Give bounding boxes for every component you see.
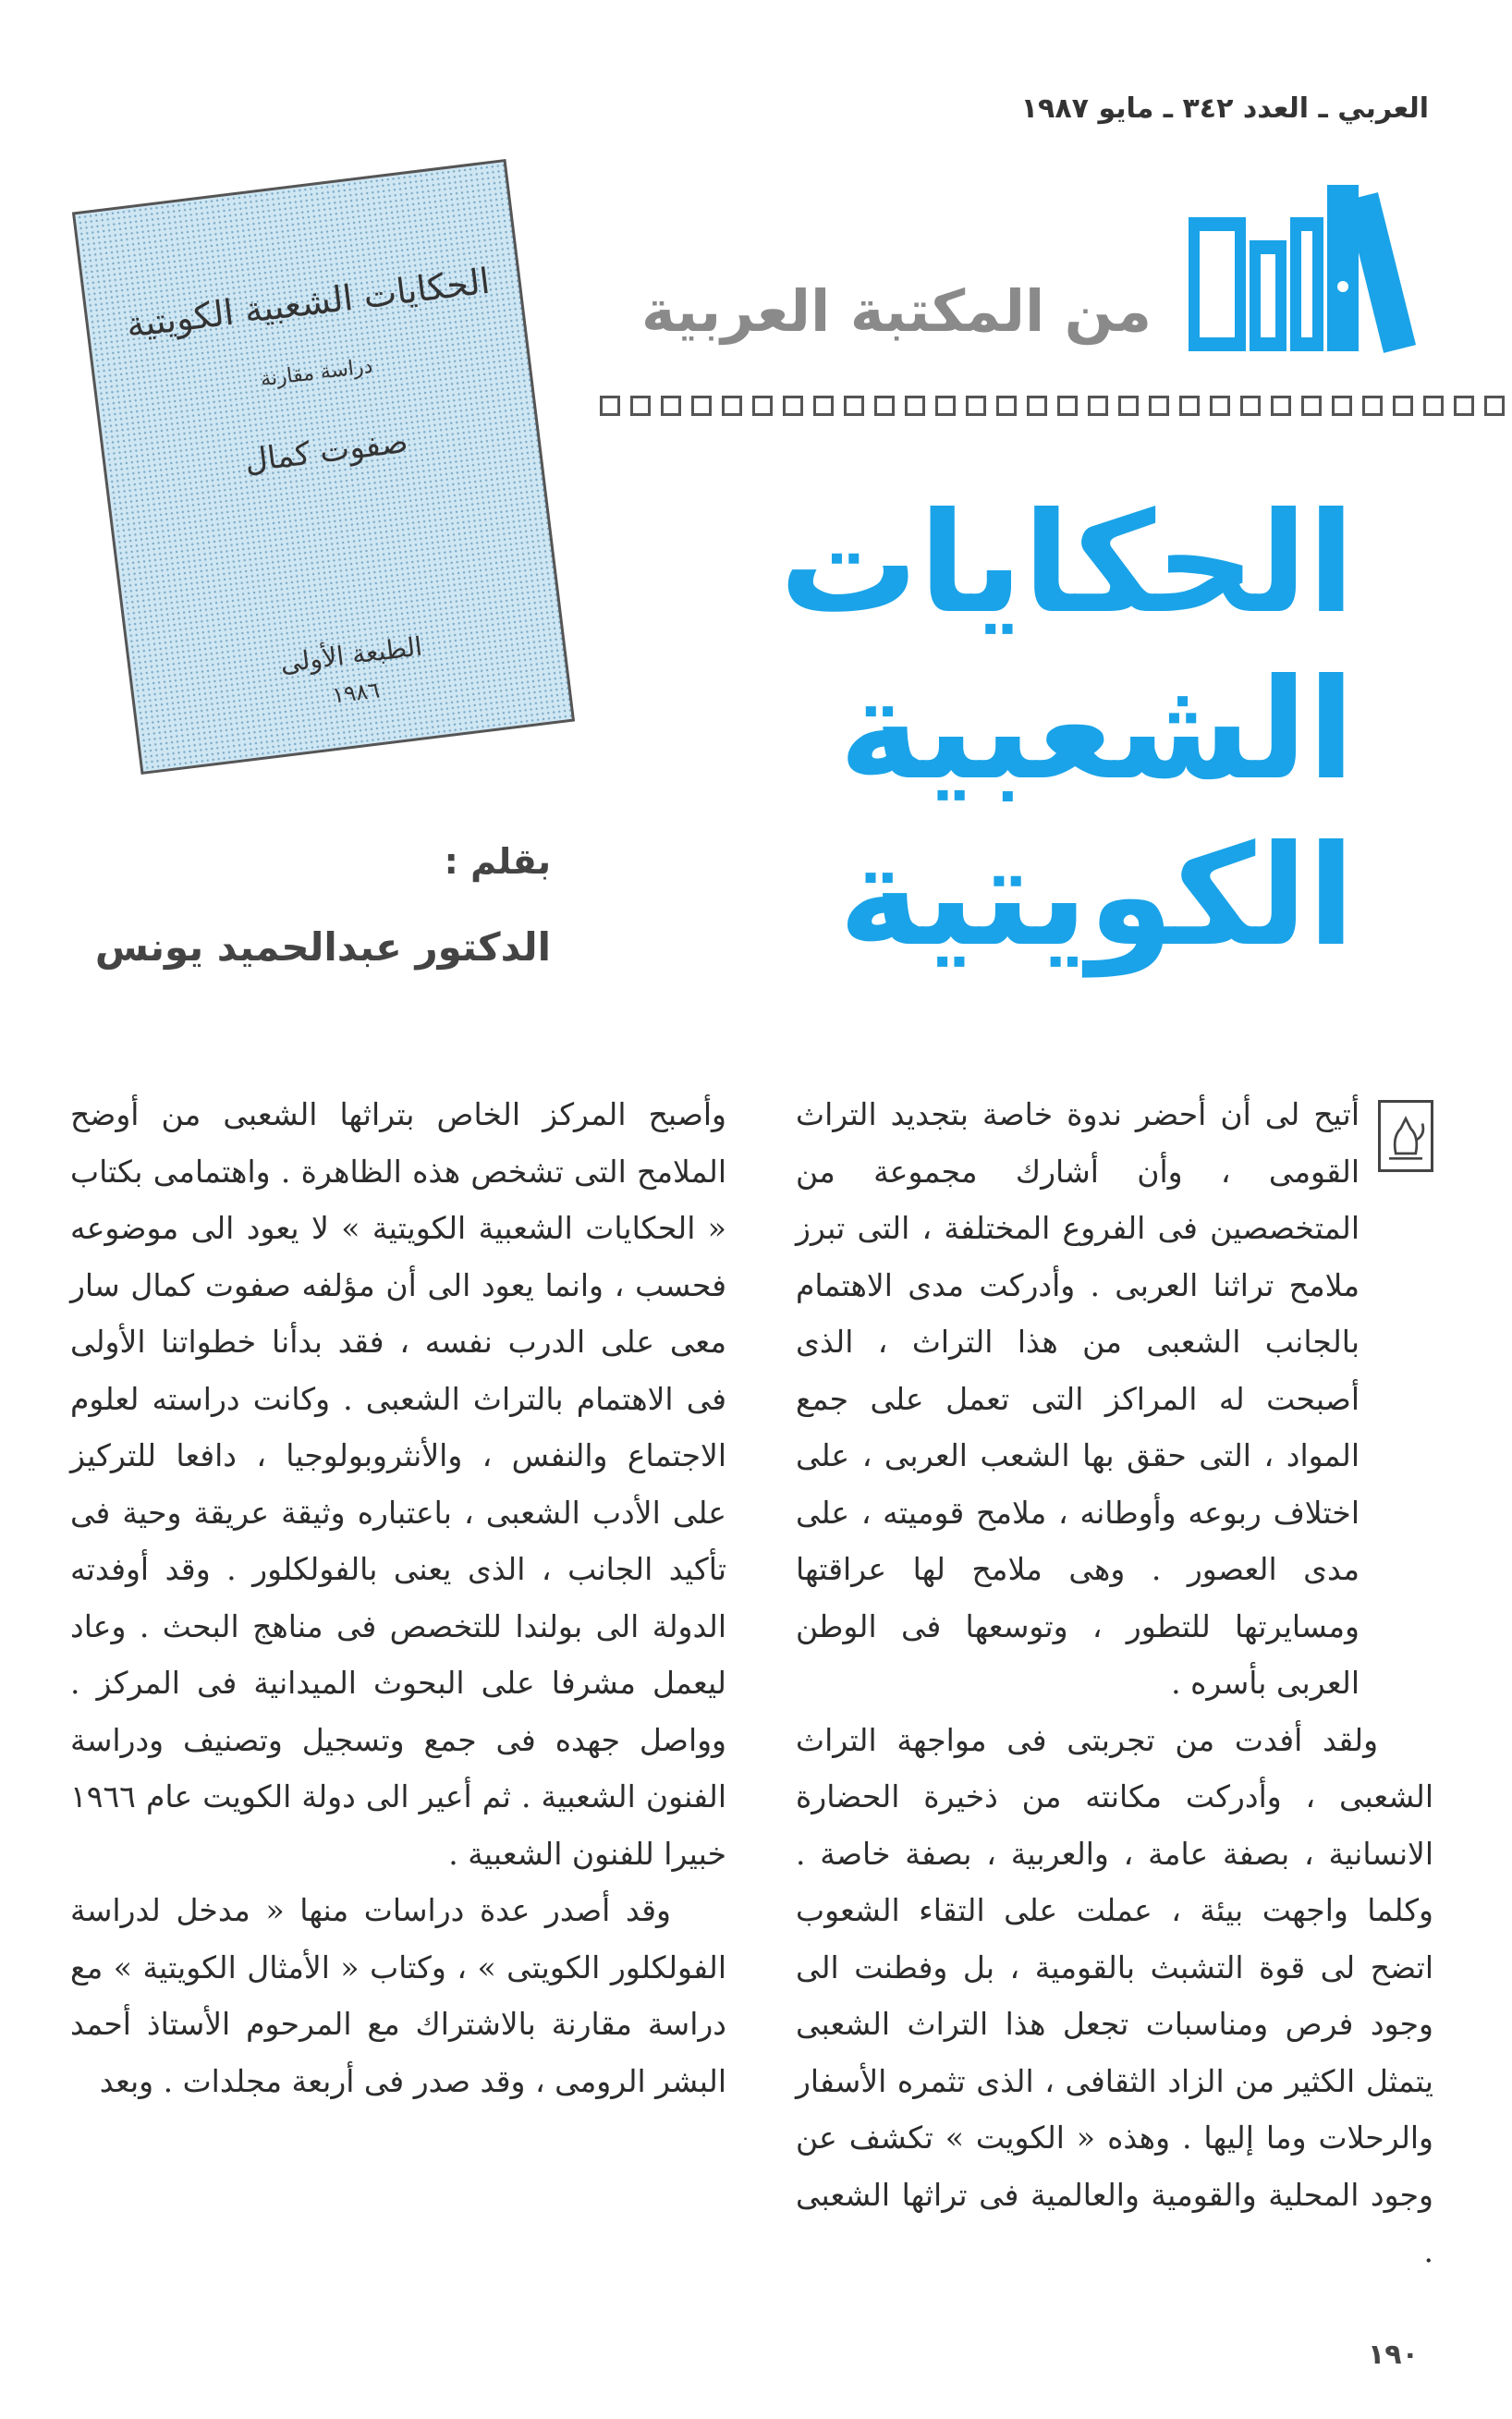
page-number: ١٩٠	[1368, 2339, 1419, 2371]
paragraph: وأصبح المركز الخاص بتراثها الشعبى من أوضح الملامح التى تشخص هذه الظاهرة . واهتمامى بكتاب « الحكايات الشعبية الكويتية » لا يعود الى موضوعه فحسب ، وانما يعود الى أن مؤلفه صفوت كمال سار معى على الدرب نفسه ، فقد بدأنا خطواتنا الأولى فى الاهتمام بالتراث الشعبى . وكانت دراسته لعلوم الاجتماع والنفس ، والأنثروبولوجيا ، دافعا للتركيز على الأدب الشعبى ، باعتباره وثيقة عريقة وحية فى تأكيد الجانب ، الذى يعنى بالفولكلور . وقد أوفدته الدولة الى بولندا للتخصص فى مناهج البحث . وعاد ليعمل مشرفا على البحوث الميدانية فى المركز . وواصل جهده فى جمع وتسجيل وتصنيف ودراسة الفنون الشعبية . ثم أعير الى دولة الكويت عام ١٩٦٦ خبيرا للفنون الشعبية .	[70, 1096, 726, 1872]
article-title-line-3: الكويتية	[838, 816, 1355, 977]
article-title-line-1: الحكايات	[779, 483, 1355, 644]
book-cover-edition: الطبعة الأولى	[278, 630, 424, 679]
book-cover-title: الحكايات الشعبية الكويتية	[124, 260, 493, 346]
book-cover-author: صفوت كمال	[242, 422, 410, 481]
author-name: الدكتور عبدالحميد يونس	[94, 924, 551, 970]
header-issue-line: العربي ـ العدد ٣٤٢ ـ مايو ١٩٨٧	[1020, 92, 1429, 125]
books-logo-icon	[1179, 176, 1420, 360]
byline-label: بقلم :	[444, 841, 551, 882]
section-title: من المكتبة العربية	[640, 277, 1152, 345]
paragraph: ولقد أفدت من تجربتى فى مواجهة التراث الشعبى ، وأدركت مكانته من ذخيرة الحضارة الانسانية ، بصفة عامة ، والعربية ، بصفة خاصة . وكلما واجهت بيئة ، عملت على التقاء الشعوب اتضح لى قوة التشبث بالقومية ، بل وفطنت الى وجود فرص ومناسبات تجعل هذا التراث الشعبى يتمثل الكثير من الزاد الثقافى ، الذى تثمره الأسفار والرحلات وما إليها . وهذه « الكويت » تكشف عن وجود المحلية والقومية والعالمية فى تراثها الشعبى .	[796, 1721, 1433, 2269]
article-title-line-2: الشعبية	[838, 650, 1355, 811]
paragraph: وقد أصدر عدة دراسات منها « مدخل لدراسة الفولكلور الكويتى » ، وكتاب « الأمثال الكويتية » مع دراسة مقارنة بالاشتراك مع المرحوم الأستاذ أحمد البشر الرومى ، وقد صدر فى أربعة مجلدات . وبعد	[70, 1892, 726, 2099]
paragraph: أتيح لى أن أحضر ندوة خاصة بتجديد التراث القومى ، وأن أشارك مجموعة من المتخصصين فى الفروع المختلفة ، التى تبرز ملامح تراثنا العربى . وأدركت مدى الاهتمام بالجانب الشعبى من هذا التراث ، الذى أصبحت له المراكز التى تعمل على جمع المواد ، التى حقق بها الشعب العربى ، على اختلاف ربوعه وأوطانه ، ملامح قوميته ، على مدى العصور . وهى ملامح لها عراقتها ومسايرتها للتطور ، وتوسعها فى الوطن العربى بأسره .	[796, 1096, 1360, 1701]
book-cover-image	[65, 148, 582, 786]
coffee-pot-icon	[1378, 1100, 1433, 1172]
body-column-left	[70, 1086, 726, 2109]
book-cover-subtitle: دراسة مقارنة	[259, 354, 374, 392]
decorative-squares-row	[580, 396, 1505, 420]
body-column-right	[796, 1086, 1433, 2280]
article-title	[708, 481, 1355, 980]
book-cover-year: ١٩٨٦	[330, 677, 382, 709]
